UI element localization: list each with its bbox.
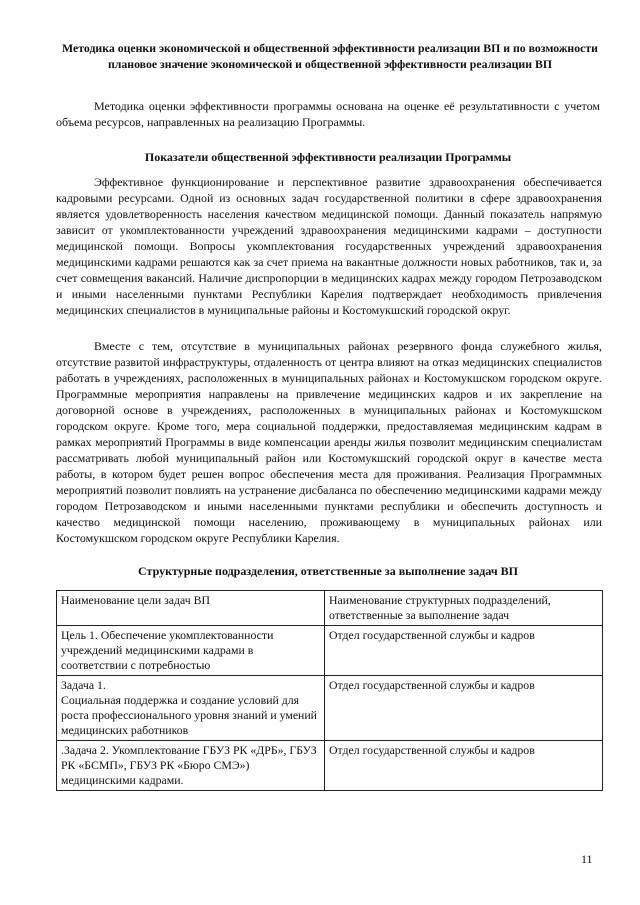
body-paragraph-2: Вместе с тем, отсутствие в муниципальных районах резервного фонда служебного жилья, отсутствие развитой инфраструктуры, отдаленность от центра влияют на отказ медицинских специалистов работать в учреждениях, расположенных в муниципальных районах и Костомукшском городском округе. Программные мероприятия направлены на привлечение медицинских кадров и их закрепление на договорной основе в учреждениях, расположенных в муниципальных районах и Костомукшском городском округе. Кроме того, мера социальной поддержки, предоставляемая медицинским кадрам в рамках мероприятий Программы в виде компенсации аренды жилья позволит медицинским специалистам рассматривать любой муниципальный район или Костомукшский городской округ в качестве места работы, в котором будет решен вопрос обеспечения места для проживания. Реализация Программных мероприятий позволит повлиять на устранение дисбаланса по обеспечению медицинскими кадрами между городом Петрозаводском и иными населенными пунктами республики и обеспечить доступность и качество медицинской помощи населению, проживающему в муниципальных районах или Костомукшском городском округе Республики Карелия. xyxy=(56,339,602,545)
table-cell-goal: Цель 1. Обеспечение укомплектованности учреждений медицинскими кадрами в соответствии с потребностью xyxy=(57,626,325,676)
page-number: 11 xyxy=(581,852,593,866)
social-efficiency-heading: Показатели общественной эффективности реализации Программы xyxy=(144,150,512,164)
structural-units-heading: Структурные подразделения, ответственные за выполнение задач ВП xyxy=(138,564,518,578)
table-cell-unit: Отдел государственной службы и кадров xyxy=(325,741,603,791)
body-paragraph-1: Эффективное функционирование и перспективное развитие здравоохранения обеспечивается кадровыми ресурсами. Одной из основных задач государственной политики в сфере здравоохранения является удовлетворенность населения качеством медицинской помощи. Данный показатель напрямую зависит от укомплектованности учреждений здравоохранения медицинскими кадрами – доступности медицинской помощи. Вопросы укомплектования государственных учреждений здравоохранения медицинскими кадрами решаются как за счет приема на вакантные должности новых работников, так и, за счет совмещения вакансий. Наличие диспропорции в медицинских кадрах между городом Петрозаводском и иными населенными пунктами Республики Карелия подтверждает необходимость привлечения медицинских специалистов в муниципальные районы и Костомукшский городской округ. xyxy=(56,175,602,317)
table-header-row xyxy=(57,591,603,626)
table-row xyxy=(57,741,603,791)
table-cell-unit: Отдел государственной службы и кадров xyxy=(325,676,603,741)
document-title: Методика оценки экономической и общественной эффективности реализации ВП и по возможности плановое значение экономической и общественной эффективности реализации ВП xyxy=(62,41,598,71)
table-header-cell: Наименование структурных подразделений, ответственные за выполнение задач xyxy=(325,591,603,626)
table-row xyxy=(57,626,603,676)
table-header-cell: Наименование цели задач ВП xyxy=(57,591,325,626)
table-row xyxy=(57,676,603,741)
table-cell-goal: Задача 1. Социальная поддержка и создание условий для роста профессионального уровня знаний и умений медицинских работников xyxy=(57,676,325,741)
table-cell-goal: .Задача 2. Укомплектование ГБУЗ РК «ДРБ», ГБУЗ РК «БСМП», ГБУЗ РК «Бюро СМЭ») медицинскими кадрами. xyxy=(57,741,325,791)
structural-units-table xyxy=(56,590,603,791)
table-cell-unit: Отдел государственной службы и кадров xyxy=(325,626,603,676)
intro-paragraph: Методика оценки эффективности программы основана на оценке её результативности с учетом объема ресурсов, направленных на реализацию Программы. xyxy=(56,99,600,129)
